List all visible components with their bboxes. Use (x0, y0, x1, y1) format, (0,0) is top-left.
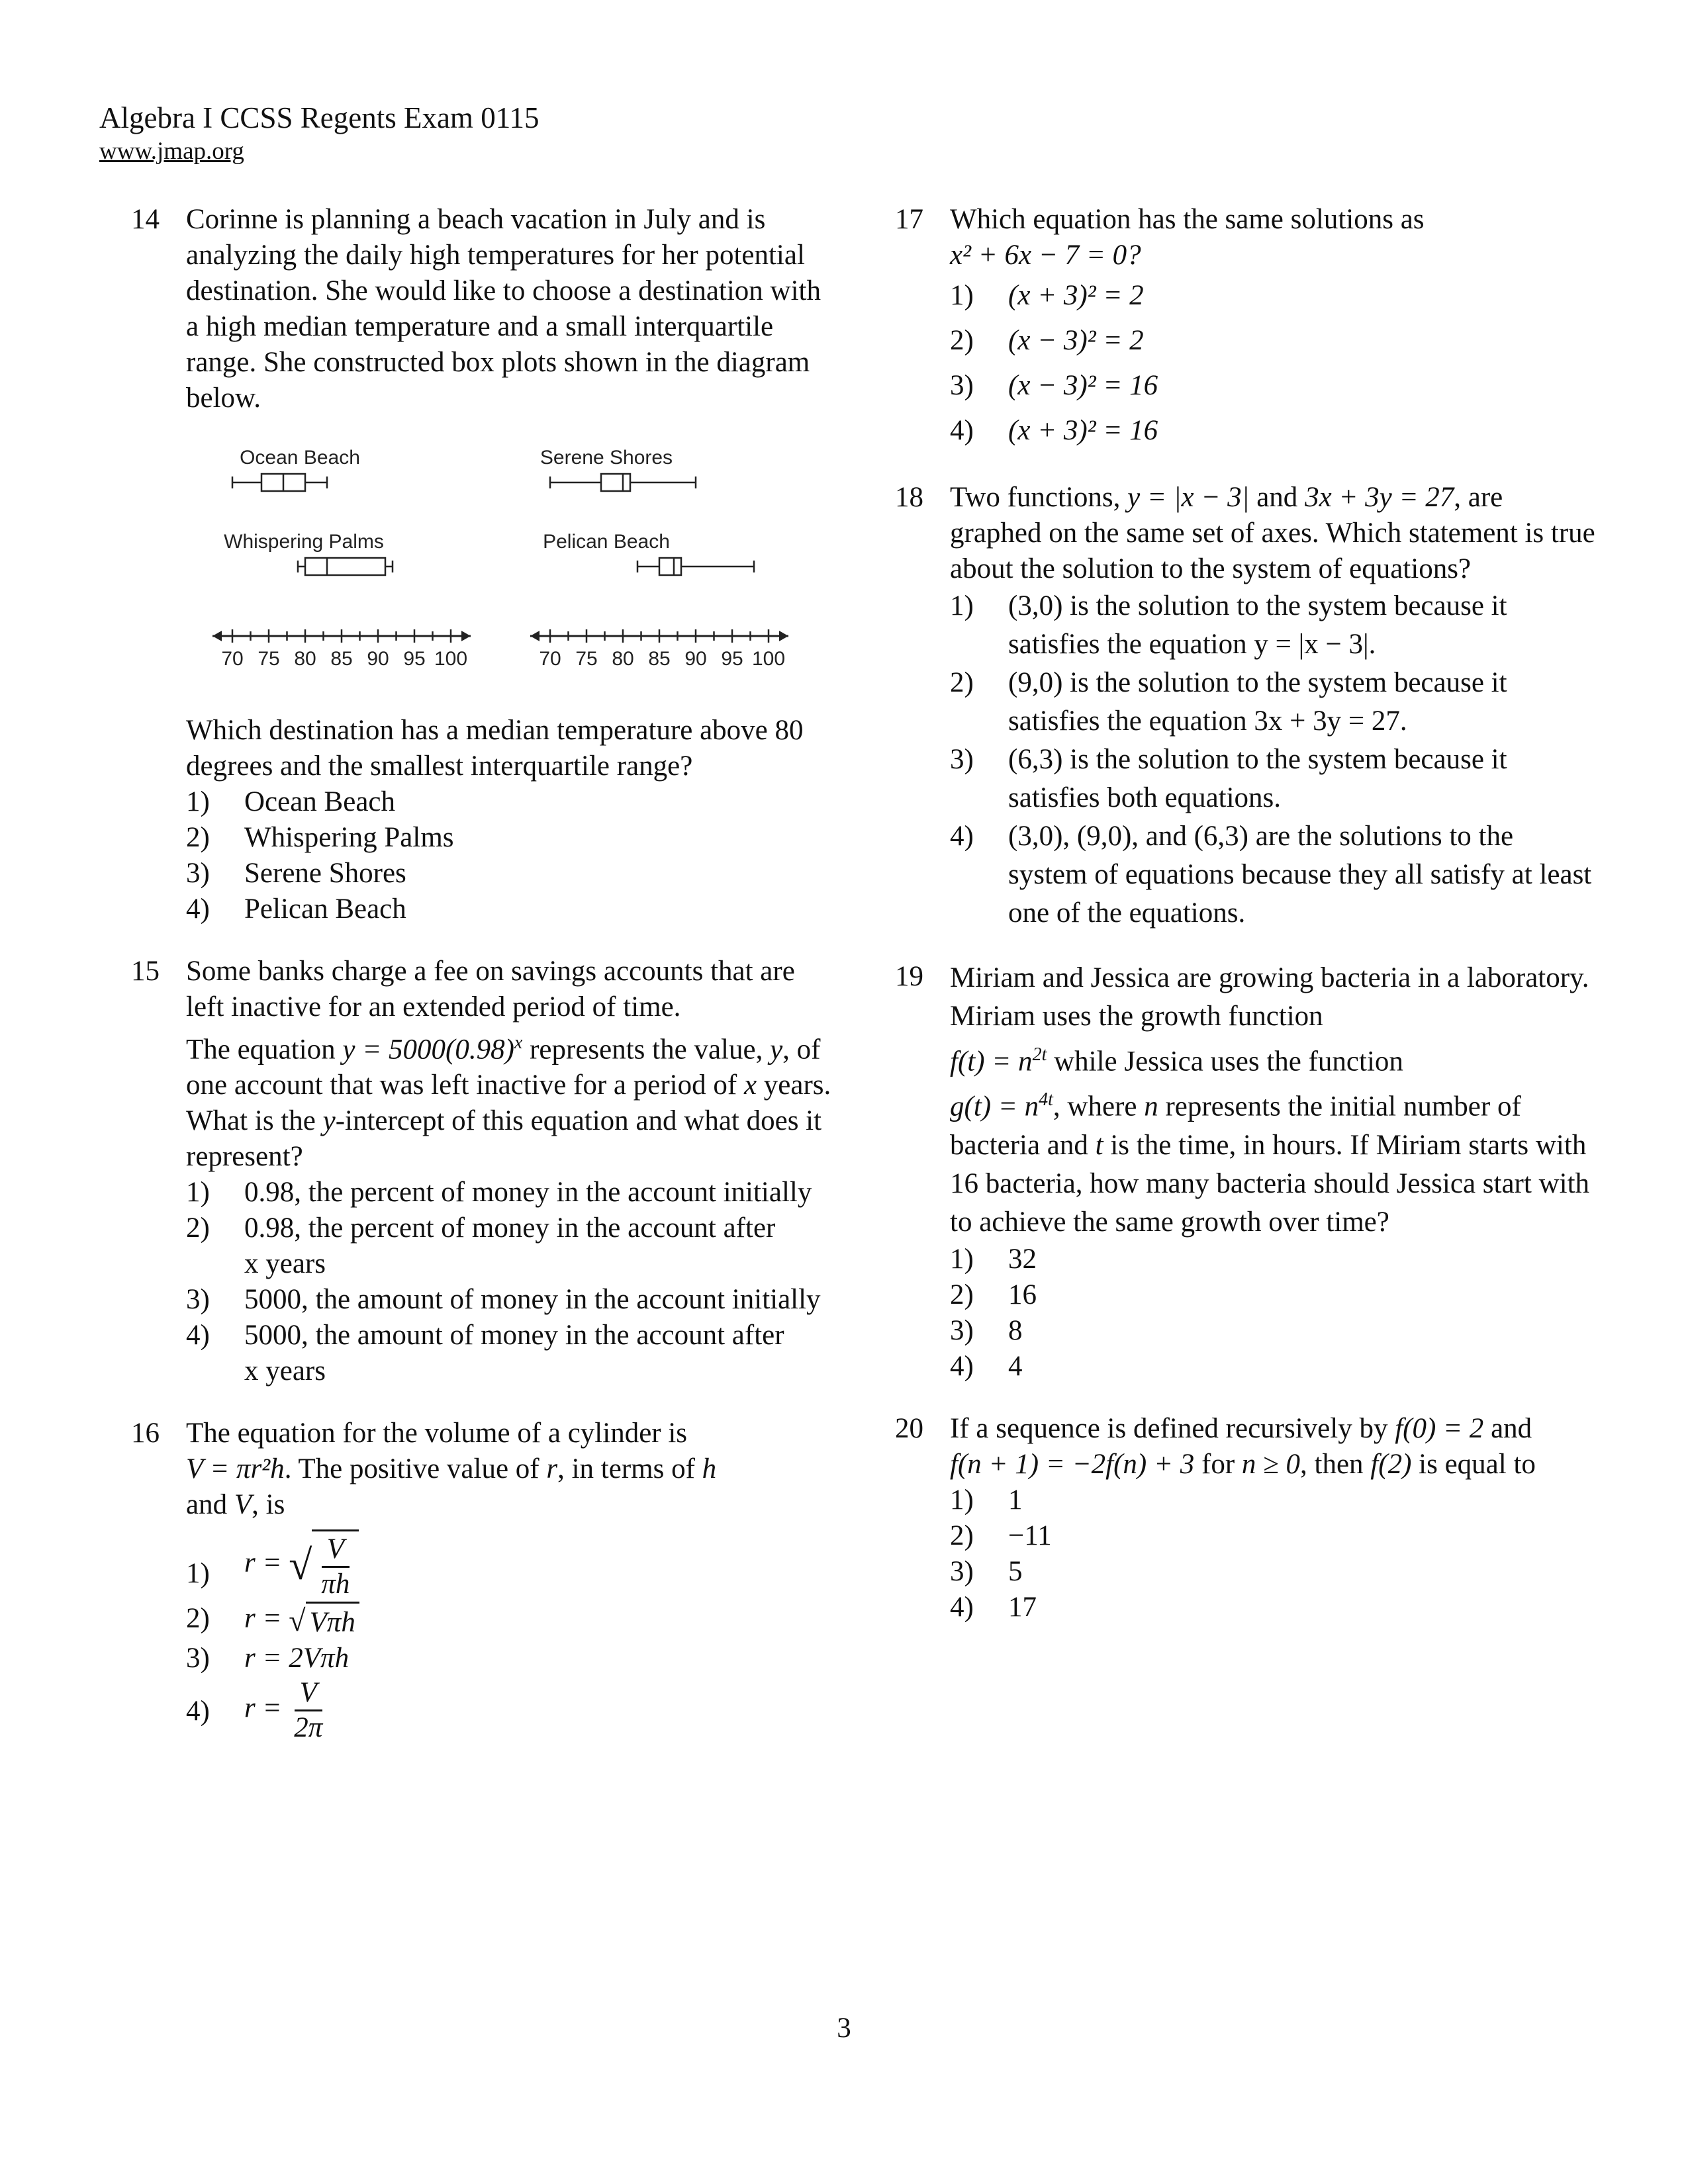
number-line-left (212, 629, 471, 670)
question-stem: Which equation has the same solutions as x² + 6x − 7 = 0? (950, 204, 1425, 271)
choice-3[interactable]: 3) 5000, the amount of money in the account initially (186, 1284, 821, 1316)
answer-choices (950, 587, 1597, 933)
choice-3[interactable]: 3) (6,3) is the solution to the system because it satisfies both equations. (950, 744, 1507, 813)
boxplot-serene-shores (550, 474, 696, 491)
question-number: 18 (895, 482, 923, 513)
boxplot-whispering-palms (298, 558, 393, 575)
boxplot-ocean-beach (232, 474, 327, 491)
choice-2[interactable]: 2) r = √ Vπh (186, 1601, 833, 1641)
choice-4[interactable]: 4) 4 (950, 1350, 1023, 1382)
iqr-box (305, 558, 385, 575)
choice-4[interactable]: 4) Pelican Beach (186, 893, 406, 925)
choice-2[interactable]: 2) 0.98, the percent of money in the account after x years (186, 1212, 776, 1280)
tick-label: 90 (367, 648, 389, 670)
choice-1[interactable]: 1) (x + 3)² = 2 (950, 280, 1144, 311)
choice-3[interactable]: 3) (x − 3)² = 16 (950, 370, 1158, 401)
tick-label: 90 (684, 648, 707, 670)
boxplot-pelican-beach (637, 558, 754, 575)
question-18 (895, 480, 1597, 933)
choice-1[interactable]: 1) r = √ $\frac{V}{\pi h}$ (186, 1529, 833, 1601)
site-link[interactable]: www.jmap.org (99, 138, 244, 165)
choice-1[interactable]: 1) (3,0) is the solution to the system because it satisfies the equation y = |x − 3|. (950, 590, 1507, 660)
question-17 (895, 202, 1597, 453)
question-14 (131, 202, 833, 927)
question-prompt: Which destination has a median temperature above 80 degrees and the smallest interquartile range? (186, 715, 804, 782)
question-stem: Some banks charge a fee on savings accounts that are left inactive for an extended period of time. The equation $y = 5000(0.98)^x$ represents the value, y, of one account that was left inactive for a period of x years. What is the y-intercept of this equation and what does it represent? (186, 956, 831, 1173)
choice-4[interactable]: 4) 17 (950, 1591, 1037, 1623)
question-number: 15 (131, 956, 160, 987)
left-column (131, 202, 833, 1771)
choice-2[interactable]: 2) (x − 3)² = 2 (950, 325, 1144, 356)
choice-3[interactable]: 3) 8 (950, 1314, 1023, 1346)
exam-title: Algebra I CCSS Regents Exam 0115 (99, 101, 539, 134)
answer-choices (950, 1482, 1597, 1625)
choice-3[interactable]: 3) r = 2Vπh (186, 1642, 350, 1674)
tick-label: 80 (612, 648, 634, 670)
tick-label: 75 (575, 648, 598, 670)
tick-label: 85 (330, 648, 353, 670)
choice-1[interactable]: 1) 1 (950, 1484, 1023, 1516)
choice-4[interactable]: 4) (x + 3)² = 16 (950, 415, 1158, 446)
page-number: 3 (837, 2013, 851, 2044)
choice-1[interactable]: 1) 32 (950, 1243, 1037, 1275)
tick-label: 85 (648, 648, 671, 670)
question-number: 19 (895, 961, 923, 992)
plot-title-serene-shores: Serene Shores (539, 447, 673, 469)
question-stem: Miriam and Jessica are growing bacteria in a laboratory. Miriam uses the growth function $f(t) = n^{2t}$ while Jessica uses the function $g(t) = n^{4t}$, where n represents the initial number of bacteria and t is the time, in hours. If Miriam starts with 16 bacteria, how many bacteria should Jessica start with to achieve the same growth over time? (950, 962, 1590, 1238)
tick-label: 75 (258, 648, 280, 670)
arrow-right (461, 631, 471, 641)
choice-2[interactable]: 2) −11 (950, 1520, 1052, 1551)
arrow-left (530, 631, 539, 641)
choice-4[interactable]: 4) r = $\frac{V}{2\pi}$ (186, 1676, 323, 1743)
question-15 (131, 954, 833, 1389)
iqr-box (601, 474, 630, 491)
box-plot-figure (186, 431, 821, 696)
choice-3[interactable]: 3) 5 (950, 1555, 1023, 1587)
plot-title-whispering-palms: Whispering Palms (224, 531, 384, 553)
number-line-right (530, 629, 788, 670)
question-stem: Corinne is planning a beach vacation in July and is analyzing the daily high temperatures for her potential destination. She would like to choose a destination with a high median temperature and a small interquartile range. She constructed box plots shown in the diagram below. (186, 204, 821, 414)
tick-label: 70 (539, 648, 561, 670)
answer-choices (950, 273, 1597, 453)
choice-1[interactable]: 1) Ocean Beach (186, 786, 395, 817)
question-number: 16 (131, 1418, 160, 1449)
choice-4[interactable]: 4) (3,0), (9,0), and (6,3) are the solutions to the system of equations because they all satisfy at least one of the equations. (950, 821, 1592, 929)
choice-2[interactable]: 2) Whispering Palms (186, 822, 454, 853)
tick-label: 95 (403, 648, 426, 670)
question-number: 20 (895, 1412, 923, 1444)
choice-1[interactable]: 1) 0.98, the percent of money in the account initially (186, 1177, 812, 1208)
answer-choices (186, 1175, 833, 1389)
tick-label: 100 (751, 648, 786, 670)
answer-choices (186, 784, 833, 927)
choice-4[interactable]: 4) 5000, the amount of money in the account after x years (186, 1320, 784, 1387)
page-header (99, 99, 539, 167)
question-16 (131, 1416, 833, 1745)
choice-2[interactable]: 2) (9,0) is the solution to the system because it satisfies the equation 3x + 3y = 27. (950, 667, 1507, 737)
plot-title-ocean-beach: Ocean Beach (240, 447, 360, 469)
arrow-right (779, 631, 788, 641)
question-stem: Two functions, y = |x − 3| and 3x + 3y = 27, are graphed on the same set of axes. Which statement is true about the solution to the system of equations? (950, 482, 1595, 584)
answer-choices (186, 1529, 833, 1745)
choice-2[interactable]: 2) 16 (950, 1279, 1037, 1310)
question-20 (895, 1411, 1597, 1625)
right-column (895, 202, 1597, 1652)
question-stem: The equation for the volume of a cylinder is V = πr²h. The positive value of r, in terms of h and V, is (186, 1418, 717, 1521)
tick-label: 100 (434, 648, 468, 670)
tick-label: 80 (294, 648, 316, 670)
tick-label: 70 (221, 648, 244, 670)
question-number: 17 (895, 204, 923, 235)
tick-label: 95 (721, 648, 743, 670)
choice-3[interactable]: 3) Serene Shores (186, 858, 406, 889)
plot-title-pelican-beach: Pelican Beach (543, 531, 670, 553)
question-19 (895, 959, 1597, 1385)
question-number: 14 (131, 204, 160, 235)
question-stem: If a sequence is defined recursively by f(0) = 2 and f(n + 1) = −2f(n) + 3 for n ≥ 0, then f(2) is equal to (950, 1412, 1536, 1480)
iqr-box (659, 558, 681, 575)
answer-choices (950, 1242, 1597, 1385)
arrow-left (212, 631, 222, 641)
